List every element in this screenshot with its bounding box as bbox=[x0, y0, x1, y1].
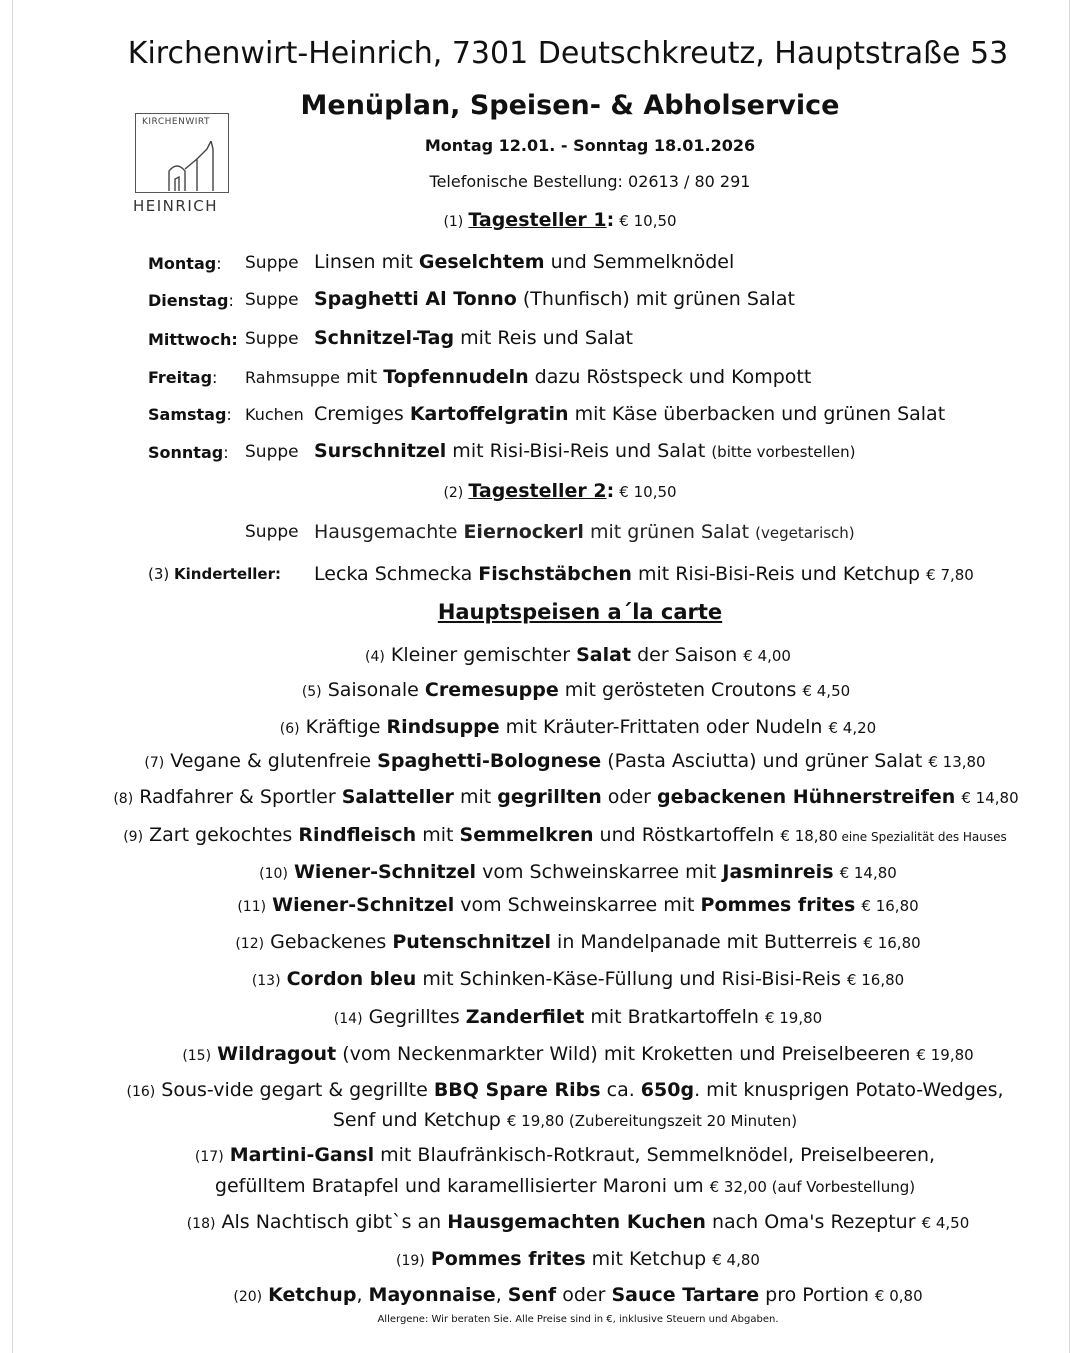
tagesteller-2-soup: Suppe bbox=[245, 522, 299, 542]
menu-item: (14) Gegrilltes Zanderfilet mit Bratkartoffeln € 19,80 bbox=[333, 1006, 823, 1028]
kinderteller-label: (3) Kinderteller: bbox=[148, 565, 281, 583]
logo-top-text: KIRCHENWIRT bbox=[142, 117, 210, 127]
menu-item-16-line-1: (16) Sous-vide gegart & gegrillte BBQ Spare Ribs ca. 650g. mit knusprigen Potato-Wedges, bbox=[126, 1079, 1004, 1101]
menu-item-16-line-2: Senf und Ketchup € 19,80 (Zubereitungszeit 20 Minuten) bbox=[332, 1109, 798, 1131]
menu-item: (8) Radfahrer & Sportler Salatteller mit gegrillten oder gebackenen Hühnerstreifen € 14,80 bbox=[113, 786, 1019, 808]
menu-item: (19) Pommes frites mit Ketchup € 4,80 bbox=[396, 1248, 760, 1270]
menu-item: (4) Kleiner gemischter Salat der Saison € 4,00 bbox=[365, 644, 791, 666]
menu-item: (15) Wildragout (vom Neckenmarkter Wild) mit Kroketten und Preiselbeeren € 19,80 bbox=[182, 1043, 974, 1065]
date-range: Montag 12.01. - Sonntag 18.01.2026 bbox=[424, 136, 756, 155]
page-title: Kirchenwirt-Heinrich, 7301 Deutschkreutz, Hauptstraße 53 bbox=[127, 36, 1009, 71]
allergen-footer: Allergene: Wir beraten Sie. Alle Preise sind in €, inklusive Steuern und Abgaben. bbox=[377, 1314, 779, 1325]
menu-item: (12) Gebackenes Putenschnitzel in Mandelpanade mit Butterreis € 16,80 bbox=[235, 931, 921, 953]
logo-bottom-text: HEINRICH bbox=[133, 197, 219, 215]
kinderteller-dish: Lecka Schmecka Fischstäbchen mit Risi-Bisi-Reis und Ketchup € 7,80 bbox=[314, 563, 974, 585]
tagesteller-2-dish: Hausgemachte Eiernockerl mit grünen Salat (vegetarisch) bbox=[314, 521, 855, 543]
menu-item: (11) Wiener-Schnitzel vom Schweinskarree mit Pommes frites € 16,80 bbox=[237, 894, 919, 916]
menu-item: (20) Ketchup, Mayonnaise, Senf oder Sauce Tartare pro Portion € 0,80 bbox=[233, 1284, 923, 1306]
menu-item: (9) Zart gekochtes Rindfleisch mit Semmelkren und Röstkartoffeln € 18,80 eine Spezialität des Hauses bbox=[123, 824, 1007, 846]
menu-item-17-line-2: gefülltem Bratapfel und karamellisierter Maroni um € 32,00 (auf Vorbestellung) bbox=[214, 1175, 916, 1197]
tagesteller-1-heading: (1) Tagesteller 1: € 10,50 bbox=[443, 209, 677, 231]
tagesteller-2-heading: (2) Tagesteller 2: € 10,50 bbox=[443, 480, 677, 502]
menu-subtitle: Menüplan, Speisen- & Abholservice bbox=[300, 90, 840, 121]
menu-item: (13) Cordon bleu mit Schinken-Käse-Füllung und Risi-Bisi-Reis € 16,80 bbox=[251, 968, 905, 990]
carte-heading: Hauptspeisen a´la carte bbox=[437, 600, 723, 624]
kirchenwirt-logo bbox=[133, 113, 231, 213]
menu-item: (5) Saisonale Cremesuppe mit gerösteten Croutons € 4,50 bbox=[301, 679, 851, 701]
menu-item: (10) Wiener-Schnitzel vom Schweinskarree mit Jasminreis € 14,80 bbox=[259, 861, 897, 883]
phone-order: Telefonische Bestellung: 02613 / 80 291 bbox=[429, 172, 751, 191]
menu-item: (6) Kräftige Rindsuppe mit Kräuter-Frittaten oder Nudeln € 4,20 bbox=[279, 716, 877, 738]
menu-item: (18) Als Nachtisch gibt`s an Hausgemachten Kuchen nach Oma's Rezeptur € 4,50 bbox=[186, 1211, 970, 1233]
menu-item-17-line-1: (17) Martini-Gansl mit Blaufränkisch-Rotkraut, Semmelknödel, Preiselbeeren, bbox=[194, 1144, 936, 1166]
menu-item: (7) Vegane & glutenfreie Spaghetti-Bolognese (Pasta Asciutta) und grüner Salat € 13,80 bbox=[144, 750, 986, 772]
